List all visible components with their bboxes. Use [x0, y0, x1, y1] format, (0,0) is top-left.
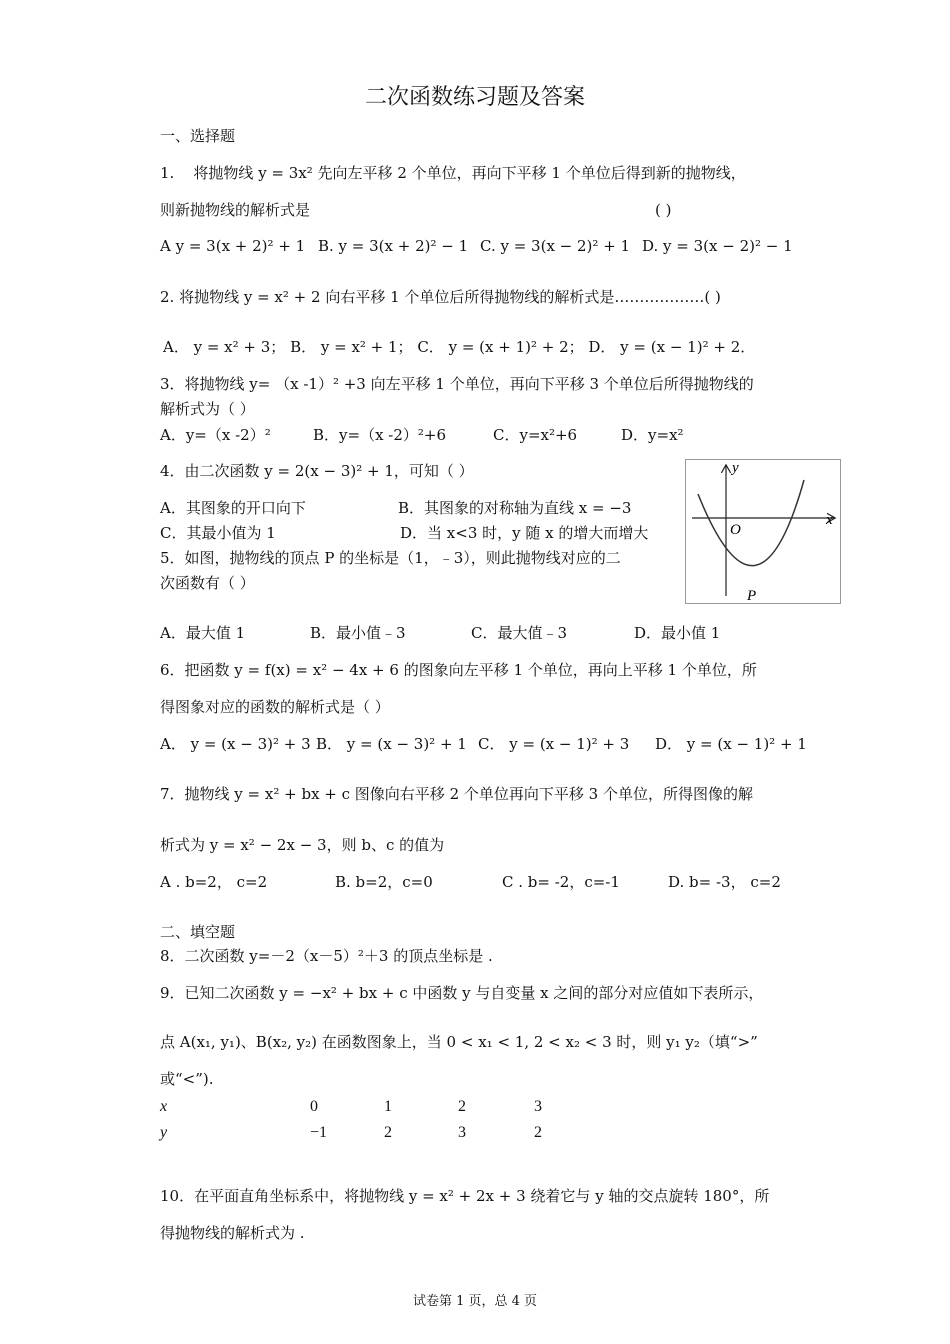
q1-answer-paren: ( ) — [655, 201, 672, 219]
y-axis-label: y — [732, 460, 739, 476]
q4-option-b: B．其图象的对称轴为直线 x = −3 — [398, 499, 632, 517]
q3-line2: 解析式为（ ） — [160, 400, 255, 418]
q3-line1: 3．将抛物线 y= （x -1）² +3 向左平移 1 个单位，再向下平移 3 个单位后所得抛物线的 — [160, 375, 754, 393]
q7-option-c: C . b= -2，c=-1 — [502, 873, 620, 891]
section-fill-heading: 二、填空题 — [160, 923, 236, 941]
table-cell: 1 — [384, 1098, 392, 1115]
q7-option-a: A . b=2， c=2 — [160, 873, 268, 891]
q4-option-a: A．其图象的开口向下 — [160, 499, 306, 517]
table-row-label: y — [160, 1124, 168, 1141]
page-footer: 试卷第 1 页，总 4 页 — [412, 1294, 538, 1309]
table-cell: 3 — [458, 1124, 466, 1141]
q5-option-d: D．最小值 1 — [634, 624, 721, 642]
q3-option-c: C．y=x²+6 — [493, 426, 578, 444]
q1-stem: y = 3x² 先向左平移 2 个单位，再向下平移 1 个单位后得到新的抛物线， — [258, 164, 746, 182]
q6-option-d: D． y = (x − 1)² + 1 — [655, 735, 807, 753]
q4-option-c: C．其最小值为 1 — [160, 524, 276, 542]
q3-option-b: B．y=（x -2）²+6 — [313, 426, 447, 444]
q2-stem: 2. 将抛物线 y = x² + 2 向右平移 1 个单位后所得抛物线的解析式是………………( ) — [160, 288, 721, 306]
q8-stem: 8．二次函数 y=－2（x－5）²＋3 的顶点坐标是 . — [160, 947, 493, 965]
table-row — [160, 1120, 574, 1146]
q9-line2: 点 A(x₁, y₁)、B(x₂, y₂) 在函数图象上，当 0 < x₁ < 1, 2 < x₂ < 3 时，则 y₁ y₂（填“>” — [160, 1033, 758, 1051]
q6-option-b: B． y = (x − 3)² + 1 — [316, 735, 467, 753]
q7-line1: 7．抛物线 y = x² + bx + c 图像向右平移 2 个单位再向下平移 3 个单位，所得图像的解 — [160, 785, 753, 803]
table-cell: 2 — [458, 1098, 466, 1115]
q5-option-c: C．最大值﹣3 — [471, 624, 568, 642]
q1-option-c: C. y = 3(x − 2)² + 1 — [480, 237, 631, 255]
table-cell: −1 — [310, 1124, 328, 1141]
section-choice-heading: 一、选择题 — [160, 127, 236, 145]
table-row-label: x — [160, 1098, 168, 1115]
q7-option-b: B. b=2，c=0 — [335, 873, 433, 891]
parabola-curve — [698, 480, 804, 566]
table-cell: 2 — [384, 1124, 392, 1141]
q1-number: 1. — [160, 164, 175, 182]
q1-option-a: A y = 3(x + 2)² + 1 — [160, 237, 306, 255]
q5-option-b: B．最小值﹣3 — [310, 624, 406, 642]
q1-line1 — [160, 163, 746, 183]
q9-line3: 或“<”). — [160, 1070, 214, 1088]
q1-pre: 将抛物线 — [193, 164, 254, 182]
q4-option-d: D．当 x<3 时，y 随 x 的增大而增大 — [400, 524, 649, 542]
q1-option-b: B. y = 3(x + 2)² − 1 — [318, 237, 469, 255]
q6-line1: 6．把函数 y = f(x) = x² − 4x + 6 的图象向左平移 1 个单位，再向上平移 1 个单位，所 — [160, 661, 757, 679]
x-axis-label: x — [826, 512, 833, 528]
q10-line1: 10．在平面直角坐标系中，将抛物线 y = x² + 2x + 3 绕着它与 y 轴的交点旋转 180°，所 — [160, 1187, 770, 1205]
q9-value-table — [160, 1094, 574, 1146]
q7-line2: 析式为 y = x² − 2x − 3，则 b、c 的值为 — [160, 836, 445, 854]
q2-options: A． y = x² + 3； B． y = x² + 1； C． y = (x + 1)² + 2； D． y = (x − 1)² + 2． — [163, 338, 756, 356]
q5-option-a: A．最大值 1 — [160, 624, 246, 642]
q5-line2: 次函数有（ ） — [160, 574, 255, 592]
table-row — [160, 1094, 574, 1120]
parabola-figure — [685, 459, 841, 604]
parabola-graph — [686, 460, 840, 603]
q3-option-a: A．y=（x -2）² — [160, 426, 271, 444]
q6-option-c: C． y = (x − 1)² + 3 — [478, 735, 630, 753]
q10-line2: 得抛物线的解析式为 . — [160, 1224, 305, 1242]
origin-label: O — [730, 522, 741, 538]
vertex-label: P — [747, 588, 757, 603]
q9-line1: 9．已知二次函数 y = −x² + bx + c 中函数 y 与自变量 x 之间的部分对应值如下表所示， — [160, 984, 764, 1002]
q6-line2: 得图象对应的函数的解析式是（ ） — [160, 698, 390, 716]
q4-stem: 4．由二次函数 y = 2(x − 3)² + 1，可知（ ） — [160, 462, 474, 480]
q7-option-d: D. b= -3， c=2 — [668, 873, 781, 891]
table-cell: 2 — [534, 1124, 542, 1141]
q1-option-d: D. y = 3(x − 2)² − 1 — [642, 237, 793, 255]
q6-option-a: A． y = (x − 3)² + 3 — [160, 735, 311, 753]
q5-line1: 5．如图，抛物线的顶点 P 的坐标是（1，﹣3），则此抛物线对应的二 — [160, 549, 621, 567]
q3-option-d: D．y=x² — [621, 426, 684, 444]
table-cell: 3 — [534, 1098, 542, 1115]
page-title: 二次函数练习题及答案 — [364, 85, 585, 110]
q1-line2: 则新抛物线的解析式是 — [160, 201, 311, 219]
table-cell: 0 — [310, 1098, 318, 1115]
